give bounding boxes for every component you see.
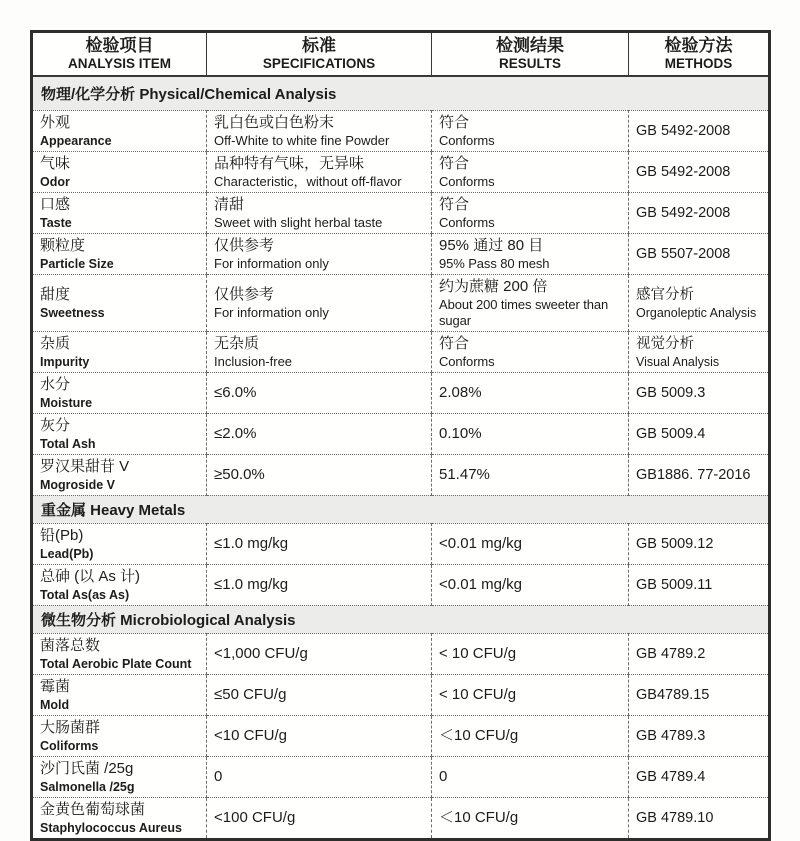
spec-en: Sweet with slight herbal taste xyxy=(214,214,383,230)
spec-cell xyxy=(207,756,432,797)
result-en: Conforms xyxy=(439,132,495,148)
item-cell xyxy=(32,331,207,372)
item-zh: 气味 xyxy=(40,154,71,172)
result-zh: ＜10 CFU/g xyxy=(439,726,519,744)
item-cell xyxy=(32,756,207,797)
spec-cell xyxy=(207,151,432,192)
col-header-en: ANALYSIS ITEM xyxy=(67,56,172,71)
item-en: Moisture xyxy=(40,395,93,410)
row-mogroside-v xyxy=(32,454,770,495)
method-zh: GB 4789.3 xyxy=(636,727,706,744)
coa-sheet xyxy=(30,30,771,841)
method-cell xyxy=(629,331,770,372)
item-cell xyxy=(32,274,207,331)
method-cell xyxy=(629,564,770,605)
table-header-row xyxy=(32,32,770,77)
item-cell xyxy=(32,674,207,715)
result-cell xyxy=(432,633,629,674)
item-cell xyxy=(32,192,207,233)
method-cell xyxy=(629,372,770,413)
result-cell xyxy=(432,674,629,715)
method-cell xyxy=(629,274,770,331)
result-cell xyxy=(432,413,629,454)
method-cell xyxy=(629,454,770,495)
row-taste xyxy=(32,192,770,233)
section-header-microbiological xyxy=(32,605,770,633)
item-cell xyxy=(32,523,207,564)
method-zh: 视觉分析 xyxy=(636,335,694,352)
result-zh: 符合 xyxy=(439,334,470,352)
spec-cell xyxy=(207,523,432,564)
row-mold xyxy=(32,674,770,715)
result-zh: ＜10 CFU/g xyxy=(439,808,519,826)
item-zh: 灰分 xyxy=(40,416,71,434)
spec-cell xyxy=(207,413,432,454)
spec-cell xyxy=(207,233,432,274)
spec-cell xyxy=(207,715,432,756)
result-zh: 0 xyxy=(439,767,448,785)
result-zh: 符合 xyxy=(439,195,470,213)
item-zh: 颗粒度 xyxy=(40,236,86,254)
spec-en: Inclusion-free xyxy=(214,353,293,369)
item-zh: 水分 xyxy=(40,375,71,393)
method-cell xyxy=(629,192,770,233)
item-en: Impurity xyxy=(40,354,90,369)
row-salmonella xyxy=(32,756,770,797)
result-zh: < 10 CFU/g xyxy=(439,685,517,703)
result-cell xyxy=(432,715,629,756)
col-header-methods xyxy=(629,32,770,77)
result-cell xyxy=(432,454,629,495)
result-zh: 2.08% xyxy=(439,383,482,401)
spec-zh: ≤1.0 mg/kg xyxy=(214,575,289,593)
result-en: Conforms xyxy=(439,214,495,230)
item-en: Coliforms xyxy=(40,738,99,753)
item-cell xyxy=(32,564,207,605)
method-en: Organoleptic Analysis xyxy=(636,305,757,320)
spec-zh: 清甜 xyxy=(214,195,245,213)
result-cell xyxy=(432,274,629,331)
method-zh: GB 4789.2 xyxy=(636,645,706,662)
method-zh: GB 5009.12 xyxy=(636,535,714,552)
spec-cell xyxy=(207,372,432,413)
result-en: Conforms xyxy=(439,353,495,369)
section-header-heavy-metals xyxy=(32,495,770,523)
row-moisture xyxy=(32,372,770,413)
item-zh: 大肠菌群 xyxy=(40,718,101,736)
spec-cell xyxy=(207,564,432,605)
item-zh: 沙门氏菌 /25g xyxy=(40,759,134,777)
spec-zh: ≥50.0% xyxy=(214,465,265,483)
row-appearance xyxy=(32,110,770,151)
spec-zh: <1,000 CFU/g xyxy=(214,644,308,662)
row-sweetness xyxy=(32,274,770,331)
result-zh: 0.10% xyxy=(439,424,482,442)
result-zh: <0.01 mg/kg xyxy=(439,534,522,552)
method-zh: GB 4789.10 xyxy=(636,809,714,826)
method-cell xyxy=(629,674,770,715)
method-cell xyxy=(629,715,770,756)
spec-en: Off-White to white fine Powder xyxy=(214,132,390,148)
spec-zh: <10 CFU/g xyxy=(214,726,287,744)
spec-zh: ≤6.0% xyxy=(214,383,257,401)
method-cell xyxy=(629,633,770,674)
method-cell xyxy=(629,110,770,151)
item-zh: 总砷 (以 As 计) xyxy=(40,567,140,585)
spec-zh: 品种特有气味，无异味 xyxy=(214,154,365,172)
method-zh: GB 5492-2008 xyxy=(636,163,731,180)
item-en: Mold xyxy=(40,697,70,712)
spec-cell xyxy=(207,633,432,674)
spec-cell xyxy=(207,331,432,372)
spec-zh: ≤50 CFU/g xyxy=(214,685,287,703)
spec-en: For information only xyxy=(214,304,329,320)
item-cell xyxy=(32,233,207,274)
col-header-zh: 检验项目 xyxy=(85,36,154,55)
row-impurity xyxy=(32,331,770,372)
method-zh: GB 5009.4 xyxy=(636,425,706,442)
method-zh: GB 4789.4 xyxy=(636,768,706,785)
item-en: Total Aerobic Plate Count xyxy=(40,656,192,671)
result-cell xyxy=(432,151,629,192)
row-total-ash xyxy=(32,413,770,454)
spec-cell xyxy=(207,274,432,331)
method-cell xyxy=(629,756,770,797)
item-zh: 外观 xyxy=(40,113,71,131)
result-cell xyxy=(432,797,629,839)
item-zh: 菌落总数 xyxy=(40,636,101,654)
row-particle-size xyxy=(32,233,770,274)
item-cell xyxy=(32,633,207,674)
item-cell xyxy=(32,151,207,192)
method-zh: GB 5492-2008 xyxy=(636,204,731,221)
spec-en: Characteristic，without off-flavor xyxy=(214,173,402,189)
item-cell xyxy=(32,454,207,495)
result-cell xyxy=(432,372,629,413)
col-header-analysis-item xyxy=(32,32,207,77)
method-zh: GB 5009.3 xyxy=(636,384,706,401)
method-zh: GB 5009.11 xyxy=(636,576,713,593)
col-header-specifications xyxy=(207,32,432,77)
item-en: Salmonella /25g xyxy=(40,779,135,794)
item-cell xyxy=(32,372,207,413)
item-en: Lead(Pb) xyxy=(40,546,94,561)
section-title: 物理/化学分析 Physical/Chemical Analysis xyxy=(32,76,770,110)
item-zh: 杂质 xyxy=(40,334,71,352)
item-cell xyxy=(32,413,207,454)
spec-en: For information only xyxy=(214,255,329,271)
method-cell xyxy=(629,151,770,192)
section-title: 微生物分析 Microbiological Analysis xyxy=(32,605,770,633)
col-header-zh: 检验方法 xyxy=(664,36,733,55)
method-zh: GB 5507-2008 xyxy=(636,245,731,262)
result-zh: 95% 通过 80 目 xyxy=(439,236,544,254)
result-cell xyxy=(432,192,629,233)
method-zh: GB 5492-2008 xyxy=(636,122,731,139)
result-zh: 符合 xyxy=(439,113,470,131)
method-zh: GB4789.15 xyxy=(636,686,710,703)
result-en: Conforms xyxy=(439,173,495,189)
row-lead xyxy=(32,523,770,564)
method-zh: GB1886. 77-2016 xyxy=(636,466,751,483)
item-en: Total Ash xyxy=(40,436,96,451)
spec-zh: 0 xyxy=(214,767,223,785)
item-zh: 罗汉果甜苷 V xyxy=(40,457,130,475)
col-header-en: RESULTS xyxy=(498,56,561,71)
result-cell xyxy=(432,233,629,274)
col-header-zh: 检测结果 xyxy=(496,36,564,55)
item-zh: 霉菌 xyxy=(40,677,71,695)
item-en: Taste xyxy=(40,215,72,230)
result-zh: < 10 CFU/g xyxy=(439,644,517,662)
item-zh: 口感 xyxy=(40,195,71,213)
item-zh: 铅(Pb) xyxy=(40,526,84,544)
spec-zh: 乳白色或白色粉末 xyxy=(214,113,335,131)
spec-zh: 仅供参考 xyxy=(214,236,275,254)
item-zh: 甜度 xyxy=(40,285,71,303)
row-coliforms xyxy=(32,715,770,756)
col-header-en: SPECIFICATIONS xyxy=(262,56,376,71)
spec-zh: 仅供参考 xyxy=(214,285,275,303)
analysis-table xyxy=(30,30,771,841)
item-en: Sweetness xyxy=(40,305,105,320)
spec-zh: 无杂质 xyxy=(214,334,260,352)
item-en: Odor xyxy=(40,174,70,189)
item-cell xyxy=(32,797,207,839)
spec-cell xyxy=(207,192,432,233)
result-cell xyxy=(432,110,629,151)
spec-cell xyxy=(207,674,432,715)
spec-zh: ≤1.0 mg/kg xyxy=(214,534,289,552)
method-cell xyxy=(629,797,770,839)
section-title: 重金属 Heavy Metals xyxy=(32,495,770,523)
row-staphylococcus-aureus xyxy=(32,797,770,839)
spec-cell xyxy=(207,797,432,839)
method-cell xyxy=(629,233,770,274)
item-en: Particle Size xyxy=(40,256,114,271)
spec-zh: ≤2.0% xyxy=(214,424,257,442)
col-header-zh: 标准 xyxy=(302,36,336,55)
spec-cell xyxy=(207,110,432,151)
result-cell xyxy=(432,523,629,564)
section-header-physical-chemical xyxy=(32,76,770,110)
result-zh: 符合 xyxy=(439,154,470,172)
result-cell xyxy=(432,331,629,372)
col-header-results xyxy=(432,32,629,77)
result-zh: 约为蔗糖 200 倍 xyxy=(439,277,548,295)
spec-cell xyxy=(207,454,432,495)
item-cell xyxy=(32,715,207,756)
result-cell xyxy=(432,756,629,797)
result-zh: <0.01 mg/kg xyxy=(439,575,522,593)
row-odor xyxy=(32,151,770,192)
item-en: Total As(as As) xyxy=(40,587,130,602)
item-en: Mogroside V xyxy=(40,477,116,492)
result-en: 95% Pass 80 mesh xyxy=(439,255,550,271)
item-en: Appearance xyxy=(40,133,112,148)
method-zh: 感官分析 xyxy=(636,286,694,303)
method-cell xyxy=(629,523,770,564)
col-header-en: METHODS xyxy=(664,56,733,71)
method-en: Visual Analysis xyxy=(636,354,720,369)
row-total-aerobic-plate-count xyxy=(32,633,770,674)
method-cell xyxy=(629,413,770,454)
item-cell xyxy=(32,110,207,151)
spec-zh: <100 CFU/g xyxy=(214,808,296,826)
row-total-arsenic xyxy=(32,564,770,605)
result-zh: 51.47% xyxy=(439,465,490,483)
item-en: Staphylococcus Aureus xyxy=(40,820,182,835)
result-cell xyxy=(432,564,629,605)
result-en: About 200 times sweeter than sugar xyxy=(439,296,609,328)
item-zh: 金黄色葡萄球菌 xyxy=(40,800,146,818)
